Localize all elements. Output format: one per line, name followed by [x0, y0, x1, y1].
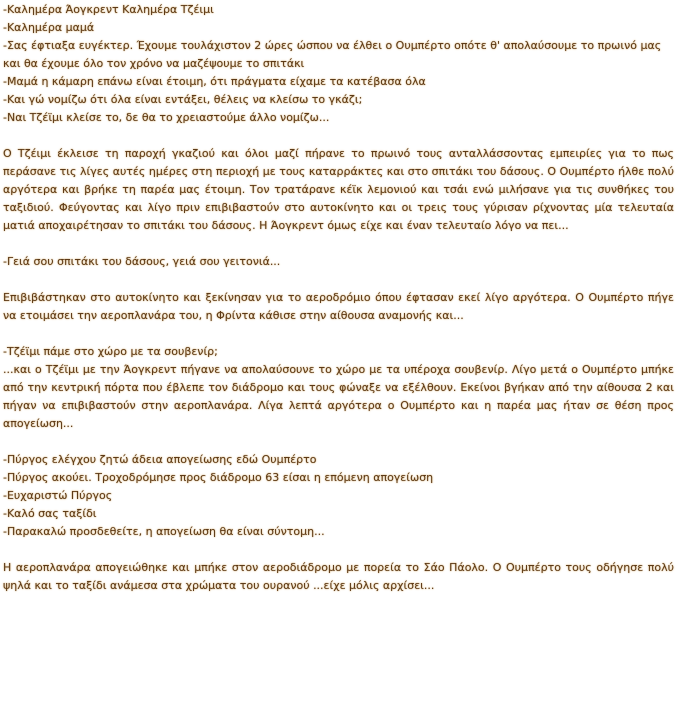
story-paragraph: Η αεροπλανάρα απογειώθηκε και μπήκε στον αεροδιάδρομο με πορεία το Σάο Πάολο. Ο Ουμπέρτο τους οδήγησε πολύ ψηλά και το ταξίδι ανάμεσα στα χρώματα του ουρανού ...είχε μόλις αρχίσει... [3, 561, 674, 592]
dialogue-line: -Τζέϊμι πάμε στο χώρο με τα σουβενίρ; [3, 345, 218, 358]
dialogue-line: -Καλό σας ταξίδι [3, 507, 97, 520]
dialogue-line: -Καλημέρα μαμά [3, 21, 95, 34]
farewell-line: -Γειά σου σπιτάκι του δάσους, γειά σου γειτονιά... [3, 255, 281, 268]
dialogue-line: -Πύργος ακούει. Τροχοδρόμησε προς διάδρομο 63 είσαι η επόμενη απογείωση [3, 471, 434, 484]
dialogue-line: -Μαμά η κάμαρη επάνω είναι έτοιμη, ότι πράγματα είχαμε τα κατέβασα όλα [3, 75, 426, 88]
dialogue-line: -Παρακαλώ προσδεθείτε, η απογείωση θα είναι σύντομη... [3, 525, 325, 538]
dialogue-line: -Καλημέρα Άογκρεντ Καλημέρα Τζέιμι [3, 3, 214, 16]
story-paragraph: Ο Τζέιμι έκλεισε τη παροχή γκαζιού και όλοι μαζί πήρανε το πρωινό τους ανταλλάσσοντας εμπειρίες για το πως περάσανε τις λίγες αυτές ημέρες στη περιοχή με τους καταρράκτες και στο σπιτάκι του δάσους. Ο Ουμπέρτο ήλθε πολύ αργότερα και βρήκε τη παρέα μας έτοιμη. Τον τρατάρανε κέϊκ λεμονιού και τσάι ενώ μιλήσανε για τις συνθήκες του ταξιδιού. Φεύγοντας και λίγο πριν επιβιβαστούν στο αυτοκίνητο και οι τρεις τους γύρισαν ρίχνοντας μία τελευταία ματιά αποχαιρέτησαν το σπιτάκι του δάσους. Η Άογκρεντ όμως είχε και έναν τελευταίο λόγο να πει... [3, 147, 674, 232]
dialogue-line: -Και γώ νομίζω ότι όλα είναι εντάξει, θέλεις να κλείσω το γκάζι; [3, 93, 363, 106]
story-paragraph: Επιβιβάστηκαν στο αυτοκίνητο και ξεκίνησαν για το αεροδρόμιο όπου έφτασαν εκεί λίγο αργότερα. Ο Ουμπέρτο πήγε να ετοιμάσει την αεροπλανάρα του, η Φρίντα κάθισε στην αίθουσα αναμονής και... [3, 291, 674, 322]
dialogue-line: -Ναι Τζέϊμι κλείσε το, δε θα το χρειαστούμε άλλο νομίζω... [3, 111, 330, 124]
tower-dialogue [3, 451, 674, 541]
dialogue-line: -Ευχαριστώ Πύργος [3, 489, 113, 502]
dialogue-line: -Σας έφτιαξα ευγέκτερ. Έχουμε τουλάχιστον 2 ώρες ώσπου να έλθει ο Ουμπέρτο οπότε θ' απολαύσουμε το πρωινό μας και θα έχουμε όλο τον χρόνο να μαζέψουμε το σπιτάκι [3, 39, 662, 70]
dialogue-line: -Πύργος ελέγχου ζητώ άδεια απογείωσης εδώ Ουμπέρτο [3, 453, 317, 466]
opening-dialogue [3, 1, 674, 127]
story-paragraph: ...και ο Τζέϊμι με την Άογκρεντ πήγανε να απολαύσουνε το χώρο με τα υπέροχα σουβενίρ. Λίγο μετά ο Ουμπέρτο μπήκε από την κεντρική πόρτα που έβλεπε τον διάδρομο και τους φώναξε να εξέλθουν. Εκείνοι βγήκαν από την αίθουσα 2 και πήγαν να επιβιβαστούν στην αεροπλανάρα. Λίγα λεπτά αργότερα ο Ουμπέρτο και η παρέα μας ήταν σε θέση προς απογείωση... [3, 363, 674, 430]
